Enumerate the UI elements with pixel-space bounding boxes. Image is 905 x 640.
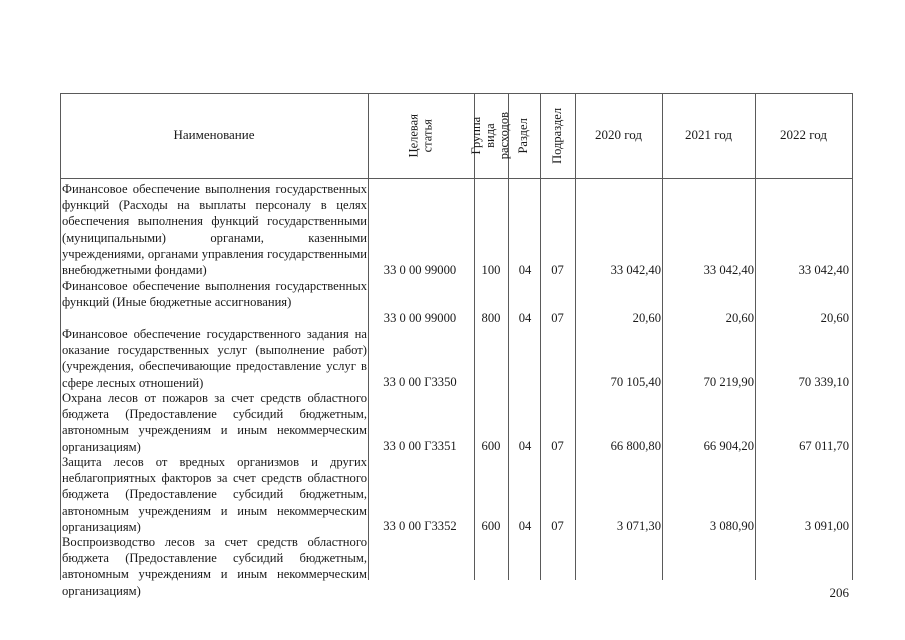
header-2022: 2022 год	[780, 127, 827, 143]
row-2022: 33 042,40	[798, 263, 849, 277]
header-target	[368, 93, 474, 178]
row-subsection: 07	[551, 263, 564, 277]
row-2020: 33 042,40	[610, 263, 661, 277]
row-name: Финансовое обеспечение выполнения государственных функций (Расходы на выплаты персоналу в целях обеспечения выполнения функций государственными (муниципальными) органами, казенными учреждениями, органами управления государственными внебюджетными фондами)	[62, 182, 367, 278]
row-code: 33 0 00 99000	[383, 263, 457, 277]
row-name: Защита лесов от вредных организмов и других неблагоприятных факторов за счет средств областного бюджета (Предоставление субсидий бюджетным, автономным учреждениям и иным некоммерческим организациям)	[62, 455, 367, 534]
row-section: 04	[518, 519, 532, 533]
header-name: Наименование	[173, 127, 255, 143]
header-target-label: Целевая статья	[406, 113, 434, 158]
header-bottom-border	[60, 178, 853, 179]
row-section: 04	[518, 311, 532, 325]
header-2021: 2021 год	[685, 127, 732, 143]
row-2021: 66 904,20	[703, 439, 754, 453]
row-2022: 3 091,00	[804, 519, 849, 533]
row-subsection: 07	[551, 311, 564, 325]
header-2020: 2020 год	[595, 127, 642, 143]
col-border	[852, 93, 853, 580]
header-subsection-label: Подраздел	[549, 107, 564, 164]
row-subsection: 07	[551, 439, 564, 453]
row-group: 800	[481, 311, 501, 325]
row-name: Воспроизводство лесов за счет средств областного бюджета (Предоставление субсидий бюджетным, автономным учреждениям и иным некоммерческим организациям)	[62, 535, 367, 598]
header-subsection	[540, 93, 575, 178]
row-2021: 33 042,40	[703, 263, 754, 277]
row-2020: 3 071,30	[616, 519, 661, 533]
header-section	[508, 93, 540, 178]
row-2022: 67 011,70	[799, 439, 849, 453]
row-group: 600	[481, 439, 501, 453]
header-group-label: Группа вида расходов	[469, 111, 511, 160]
row-2020: 66 800,80	[610, 439, 661, 453]
row-2020: 70 105,40	[610, 375, 661, 389]
row-group: 600	[481, 519, 501, 533]
row-group: 100	[481, 263, 501, 277]
row-2021: 3 080,90	[709, 519, 754, 533]
row-code: 33 0 00 Г3351	[383, 439, 457, 453]
row-2021: 20,60	[725, 311, 754, 325]
page-number: 206	[829, 585, 849, 600]
row-section: 04	[518, 439, 532, 453]
row-2022: 20,60	[820, 311, 849, 325]
row-2020: 20,60	[632, 311, 661, 325]
row-name: Охрана лесов от пожаров за счет средств областного бюджета (Предоставление субсидий бюджетным, автономным учреждениям и иным некоммерческим организациям)	[62, 391, 367, 454]
row-code: 33 0 00 Г3350	[383, 375, 457, 389]
row-2022: 70 339,10	[798, 375, 849, 389]
row-2021: 70 219,90	[703, 375, 754, 389]
header-section-label: Раздел	[516, 117, 531, 154]
row-code: 33 0 00 Г3352	[383, 519, 457, 533]
row-name: Финансовое обеспечение государственного задания на оказание государственных услуг (выполнение работ) (учреждения, обеспечивающие предоставление услуг в сфере лесных отношений)	[62, 327, 367, 390]
header-group	[469, 93, 511, 178]
row-code: 33 0 00 99000	[383, 311, 457, 325]
row-subsection: 07	[551, 519, 564, 533]
row-section: 04	[518, 263, 532, 277]
row-name: Финансовое обеспечение выполнения государственных функций (Иные бюджетные ассигнования)	[62, 279, 367, 310]
